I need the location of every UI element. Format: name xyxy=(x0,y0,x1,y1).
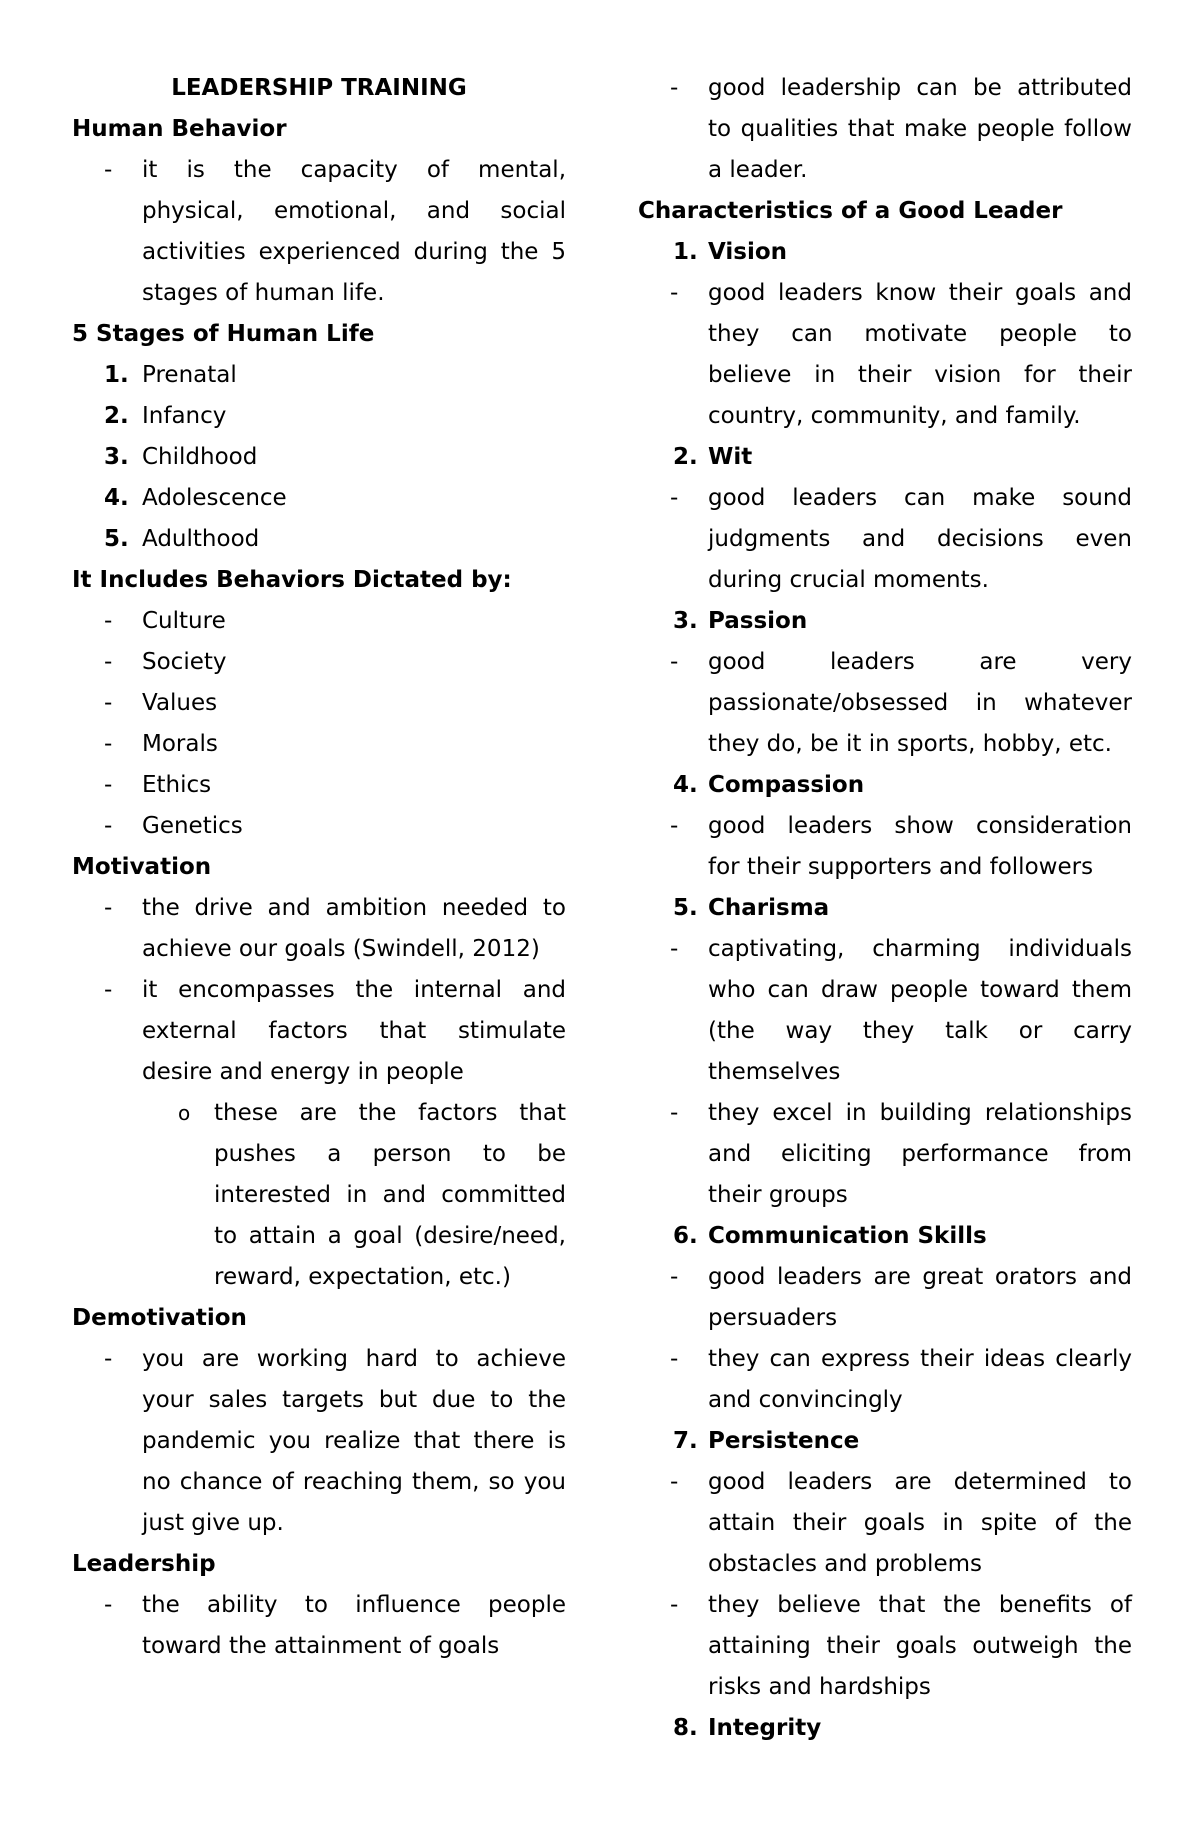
line-text: to attain a goal (desire/need, xyxy=(214,1223,566,1249)
line-text: they do, be it in sports, hobby, etc. xyxy=(708,731,1112,757)
list-label: Childhood xyxy=(142,444,258,470)
list-item xyxy=(638,1585,1132,1626)
line-text: reward, expectation, etc.) xyxy=(214,1264,511,1290)
dash-marker: - xyxy=(670,1100,679,1126)
line-text: they excel in building relationships xyxy=(708,1100,1132,1126)
list-number: 7. xyxy=(673,1428,698,1454)
line-text: good leaders know their goals and xyxy=(708,280,1132,306)
line-text: the ability to influence people xyxy=(142,1592,566,1618)
line-text: external factors that stimulate xyxy=(142,1018,566,1044)
dash-marker: - xyxy=(104,1346,113,1372)
dash-marker: - xyxy=(104,157,113,183)
line-text: achieve our goals (Swindell, 2012) xyxy=(142,936,540,962)
circle-bullet: o xyxy=(178,1101,191,1125)
line-text: interested in and committed xyxy=(214,1182,566,1208)
list-item xyxy=(72,150,566,191)
dash-marker: - xyxy=(104,977,113,1003)
list-label: Society xyxy=(142,649,227,675)
list-item xyxy=(638,642,1132,683)
dash-marker: - xyxy=(670,1346,679,1372)
line-text: persuaders xyxy=(708,1305,838,1331)
dash-marker: - xyxy=(104,731,113,757)
list-item xyxy=(72,1585,566,1626)
dash-marker: - xyxy=(670,1469,679,1495)
list-number: 3. xyxy=(673,608,698,634)
characteristic-title: Charisma xyxy=(708,895,830,921)
line-text: and convincingly xyxy=(708,1387,903,1413)
list-item xyxy=(72,970,566,1011)
line-text: no chance of reaching them, so you xyxy=(142,1469,566,1495)
characteristic-heading xyxy=(638,1421,1132,1462)
line-text: pandemic you realize that there is xyxy=(142,1428,566,1454)
left-column xyxy=(72,68,566,1667)
list-label: Infancy xyxy=(142,403,227,429)
list-item xyxy=(638,806,1132,847)
line-text: for their supporters and followers xyxy=(708,854,1094,880)
line-text: to qualities that make people follow xyxy=(708,116,1132,142)
characteristic-heading xyxy=(638,1708,1132,1749)
characteristic-title: Vision xyxy=(708,239,788,265)
line-text: desire and energy in people xyxy=(142,1059,464,1085)
dash-marker: - xyxy=(670,1592,679,1618)
list-label: Prenatal xyxy=(142,362,237,388)
list-item xyxy=(72,355,566,396)
line-text: attaining their goals outweigh the xyxy=(708,1633,1132,1659)
list-item xyxy=(72,888,566,929)
list-number: 4. xyxy=(104,485,129,511)
heading-leadership: Leadership xyxy=(72,1551,216,1577)
dash-marker: - xyxy=(670,75,679,101)
list-item xyxy=(638,1257,1132,1298)
line-text: and eliciting performance from xyxy=(708,1141,1132,1167)
list-label: Morals xyxy=(142,731,218,757)
list-label: Adolescence xyxy=(142,485,287,511)
dash-marker: - xyxy=(670,936,679,962)
line-text: good leadership can be attributed xyxy=(708,75,1132,101)
sub-list-item xyxy=(72,1093,566,1134)
line-text: just give up. xyxy=(142,1510,284,1536)
line-text: it is the capacity of mental, xyxy=(142,157,566,183)
list-item xyxy=(72,806,566,847)
line-text: passionate/obsessed in whatever xyxy=(708,690,1132,716)
list-label: Values xyxy=(142,690,218,716)
dash-marker: - xyxy=(104,649,113,675)
list-number: 1. xyxy=(104,362,129,388)
list-item xyxy=(72,765,566,806)
list-item xyxy=(72,478,566,519)
list-item xyxy=(638,1339,1132,1380)
list-number: 4. xyxy=(673,772,698,798)
characteristic-heading xyxy=(638,765,1132,806)
dash-marker: - xyxy=(104,772,113,798)
dash-marker: - xyxy=(104,813,113,839)
line-text: good leaders are great orators and xyxy=(708,1264,1132,1290)
line-text: stages of human life. xyxy=(142,280,385,306)
list-number: 5. xyxy=(104,526,129,552)
heading-demotivation: Demotivation xyxy=(72,1305,247,1331)
list-item xyxy=(638,1093,1132,1134)
list-item xyxy=(638,68,1132,109)
list-item xyxy=(72,1339,566,1380)
list-item xyxy=(72,683,566,724)
line-text: pushes a person to be xyxy=(214,1141,566,1167)
line-text: (the way they talk or carry xyxy=(708,1018,1132,1044)
line-text: obstacles and problems xyxy=(708,1551,982,1577)
line-text: risks and hardships xyxy=(708,1674,931,1700)
list-item xyxy=(72,437,566,478)
list-item xyxy=(72,642,566,683)
list-item xyxy=(72,519,566,560)
list-item xyxy=(638,1462,1132,1503)
line-text: during crucial moments. xyxy=(708,567,989,593)
characteristic-title: Communication Skills xyxy=(708,1223,987,1249)
line-text: themselves xyxy=(708,1059,841,1085)
list-number: 6. xyxy=(673,1223,698,1249)
line-text: good leaders can make sound xyxy=(708,485,1132,511)
line-text: they believe that the benefits of xyxy=(708,1592,1132,1618)
list-item xyxy=(638,929,1132,970)
heading-motivation: Motivation xyxy=(72,854,212,880)
line-text: good leaders show consideration xyxy=(708,813,1132,839)
list-item xyxy=(72,601,566,642)
characteristic-title: Compassion xyxy=(708,772,865,798)
list-number: 8. xyxy=(673,1715,698,1741)
dash-marker: - xyxy=(670,813,679,839)
dash-marker: - xyxy=(670,649,679,675)
dash-marker: - xyxy=(104,1592,113,1618)
line-text: believe in their vision for their xyxy=(708,362,1132,388)
characteristic-title: Integrity xyxy=(708,1715,822,1741)
characteristic-heading xyxy=(638,888,1132,929)
list-label: Ethics xyxy=(142,772,212,798)
line-text: their groups xyxy=(708,1182,848,1208)
list-item xyxy=(638,478,1132,519)
list-number: 3. xyxy=(104,444,129,470)
line-text: it encompasses the internal and xyxy=(142,977,566,1003)
list-number: 2. xyxy=(104,403,129,429)
dash-marker: - xyxy=(670,485,679,511)
line-text: the drive and ambition needed to xyxy=(142,895,566,921)
characteristic-heading xyxy=(638,601,1132,642)
heading-dictated: It Includes Behaviors Dictated by: xyxy=(72,567,512,593)
line-text: judgments and decisions even xyxy=(708,526,1132,552)
list-item xyxy=(72,396,566,437)
list-label: Adulthood xyxy=(142,526,260,552)
dash-marker: - xyxy=(670,1264,679,1290)
characteristic-title: Persistence xyxy=(708,1428,860,1454)
characteristic-heading xyxy=(638,1216,1132,1257)
line-text: a leader. xyxy=(708,157,808,183)
line-text: toward the attainment of goals xyxy=(142,1633,500,1659)
line-text: these are the factors that xyxy=(214,1100,566,1126)
characteristic-heading xyxy=(638,232,1132,273)
list-number: 2. xyxy=(673,444,698,470)
line-text: physical, emotional, and social xyxy=(142,198,566,224)
document-title: LEADERSHIP TRAINING xyxy=(171,75,467,101)
right-column xyxy=(638,68,1132,1749)
list-item xyxy=(72,724,566,765)
dash-marker: - xyxy=(104,895,113,921)
line-text: captivating, charming individuals xyxy=(708,936,1132,962)
line-text: attain their goals in spite of the xyxy=(708,1510,1132,1536)
heading-stages: 5 Stages of Human Life xyxy=(72,321,375,347)
dash-marker: - xyxy=(670,280,679,306)
list-number: 5. xyxy=(673,895,698,921)
line-text: good leaders are determined to xyxy=(708,1469,1132,1495)
heading-human-behavior: Human Behavior xyxy=(72,116,287,142)
line-text: you are working hard to achieve xyxy=(142,1346,566,1372)
list-item xyxy=(638,273,1132,314)
line-text: country, community, and family. xyxy=(708,403,1081,429)
list-number: 1. xyxy=(673,239,698,265)
line-text: activities experienced during the 5 xyxy=(142,239,566,265)
line-text: they can motivate people to xyxy=(708,321,1132,347)
line-text: they can express their ideas clearly xyxy=(708,1346,1132,1372)
line-text: your sales targets but due to the xyxy=(142,1387,566,1413)
line-text: good leaders are very xyxy=(708,649,1132,675)
heading-characteristics: Characteristics of a Good Leader xyxy=(638,198,1063,224)
characteristic-title: Passion xyxy=(708,608,808,634)
characteristic-title: Wit xyxy=(708,444,753,470)
dash-marker: - xyxy=(104,690,113,716)
characteristic-heading xyxy=(638,437,1132,478)
list-label: Genetics xyxy=(142,813,243,839)
line-text: who can draw people toward them xyxy=(708,977,1132,1003)
dash-marker: - xyxy=(104,608,113,634)
list-label: Culture xyxy=(142,608,226,634)
